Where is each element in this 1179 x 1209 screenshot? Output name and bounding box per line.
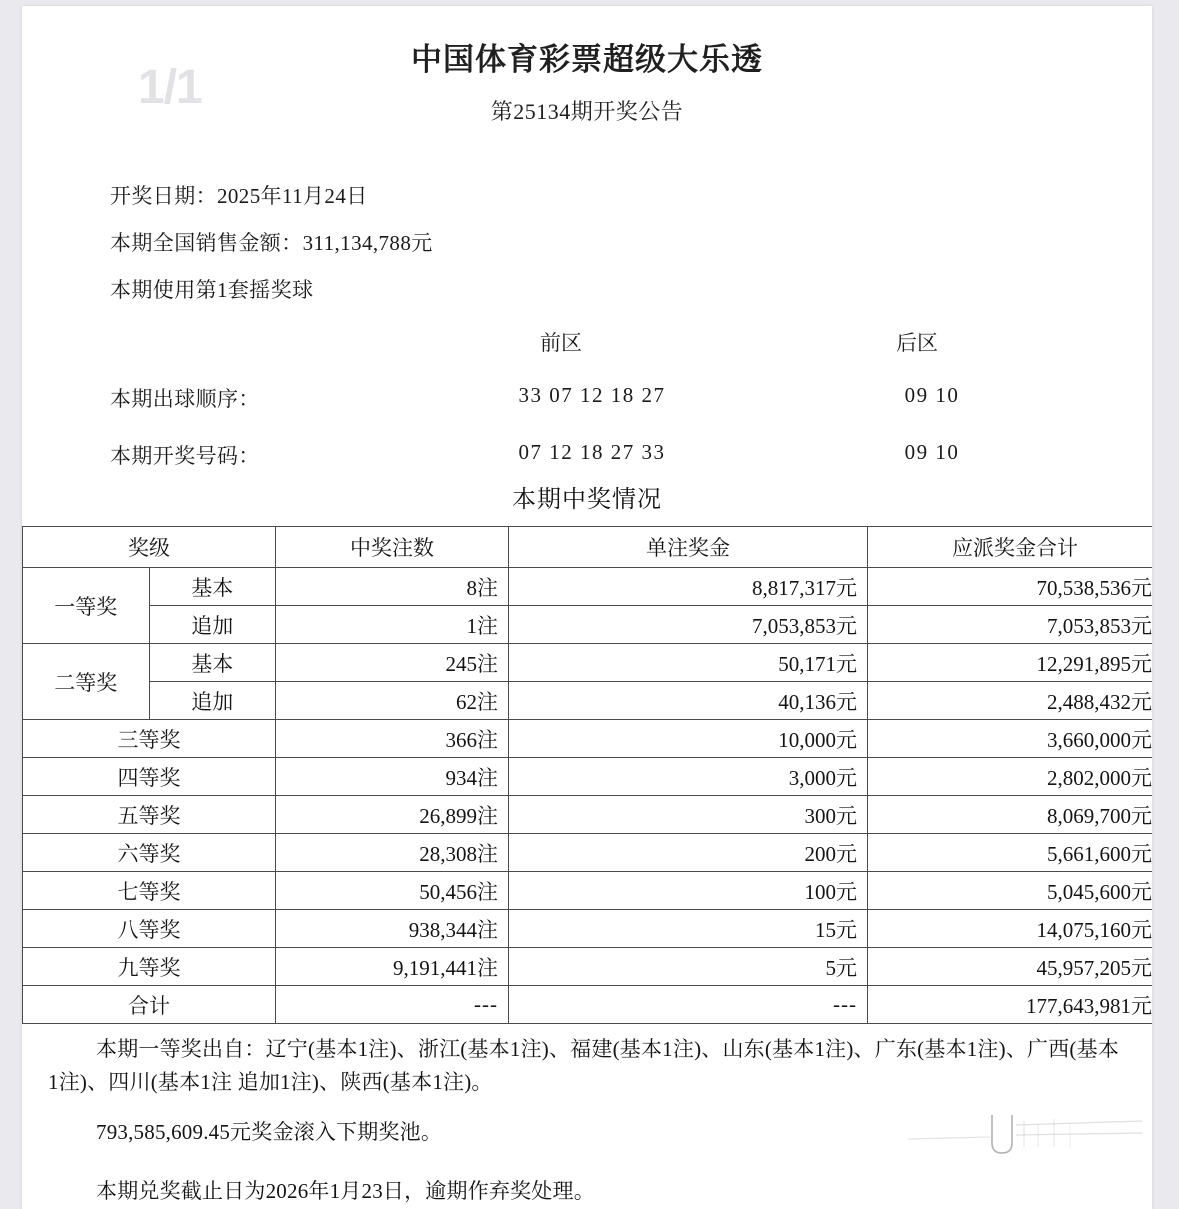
cell-winning-count: --- <box>276 986 509 1024</box>
cell-prize-level: 九等奖 <box>23 948 276 986</box>
header-prize-total: 应派奖金合计 <box>868 527 1153 568</box>
table-row <box>23 834 1153 872</box>
cell-prize-total: 3,660,000元 <box>868 720 1153 758</box>
cell-winning-count: 28,308注 <box>276 834 509 872</box>
ball-set-line: 本期使用第1套摇奖球 <box>110 278 314 302</box>
ball-order-row <box>22 383 1152 413</box>
page-title: 中国体育彩票超级大乐透 <box>411 42 763 77</box>
national-sales-line: 本期全国销售金额：311,134,788元 <box>110 231 433 255</box>
cell-prize-level: 四等奖 <box>23 758 276 796</box>
draw-info-block <box>22 186 1152 301</box>
cell-prize-total: 2,488,432元 <box>868 682 1153 720</box>
cell-prize-each: 3,000元 <box>509 758 868 796</box>
winning-back-numbers: 09 10 <box>904 440 960 464</box>
cell-prize-total: 14,075,160元 <box>868 910 1153 948</box>
cell-prize-each: 100元 <box>509 872 868 910</box>
table-row <box>23 568 1153 606</box>
cell-prize-subtype: 追加 <box>149 682 276 720</box>
table-row <box>23 910 1153 948</box>
cell-prize-level: 二等奖 <box>23 644 150 720</box>
winning-front-numbers: 07 12 18 27 33 <box>518 440 666 464</box>
header-prize-each: 单注奖金 <box>509 527 868 568</box>
cell-prize-total: 5,045,600元 <box>868 872 1153 910</box>
cell-prize-each: 300元 <box>509 796 868 834</box>
table-row <box>23 720 1153 758</box>
cell-prize-subtype: 基本 <box>149 644 276 682</box>
footer-notes <box>22 1033 1152 1207</box>
table-row <box>23 606 1153 644</box>
cell-winning-count: 50,456注 <box>276 872 509 910</box>
cell-prize-total: 5,661,600元 <box>868 834 1153 872</box>
cell-winning-count: 8注 <box>276 568 509 606</box>
cell-prize-each: 15元 <box>509 910 868 948</box>
draw-date-line: 开奖日期：2025年11月24日 <box>110 184 368 208</box>
front-zone-header: 前区 <box>540 331 582 355</box>
ball-order-back-numbers: 09 10 <box>904 383 960 407</box>
cell-winning-count: 1注 <box>276 606 509 644</box>
table-row <box>23 682 1153 720</box>
page-counter-watermark: 1/1 <box>138 61 202 114</box>
cell-winning-count: 62注 <box>276 682 509 720</box>
table-header-row <box>23 527 1153 568</box>
cell-prize-total: 2,802,000元 <box>868 758 1153 796</box>
cell-prize-level: 一等奖 <box>23 568 150 644</box>
cell-winning-count: 366注 <box>276 720 509 758</box>
cell-prize-level: 六等奖 <box>23 834 276 872</box>
cell-prize-total: 12,291,895元 <box>868 644 1153 682</box>
ball-order-label: 本期出球顺序： <box>110 387 260 411</box>
winning-numbers-block <box>22 327 1152 473</box>
prize-table-body <box>23 568 1153 1024</box>
table-row <box>23 872 1153 910</box>
cell-prize-each: 8,817,317元 <box>509 568 868 606</box>
page-subtitle: 第25134期开奖公告 <box>490 99 684 124</box>
cell-prize-each: 40,136元 <box>509 682 868 720</box>
cell-prize-subtype: 追加 <box>149 606 276 644</box>
winning-numbers-label: 本期开奖号码： <box>110 444 260 468</box>
cell-prize-total: 45,957,205元 <box>868 948 1153 986</box>
cell-prize-each: --- <box>509 986 868 1024</box>
cell-prize-each: 50,171元 <box>509 644 868 682</box>
back-zone-header: 后区 <box>896 331 938 355</box>
cell-prize-level: 三等奖 <box>23 720 276 758</box>
header-winning-count: 中奖注数 <box>276 527 509 568</box>
rollover-note: 793,585,609.45元奖金滚入下期奖池。 <box>96 1120 443 1145</box>
cell-prize-each: 7,053,853元 <box>509 606 868 644</box>
cell-prize-each: 10,000元 <box>509 720 868 758</box>
header-prize-level: 奖级 <box>23 527 276 568</box>
cell-winning-count: 9,191,441注 <box>276 948 509 986</box>
cell-prize-total: 70,538,536元 <box>868 568 1153 606</box>
prize-table-caption: 本期中奖情况 <box>512 487 662 513</box>
cell-prize-subtype: 基本 <box>149 568 276 606</box>
cell-winning-count: 245注 <box>276 644 509 682</box>
prize-table <box>22 526 1152 1024</box>
first-prize-origin-note: 本期一等奖出自：辽宁(基本1注)、浙江(基本1注)、福建(基本1注)、山东(基本1注)、广东(基本1注)、广西(基本1注)、四川(基本1注 追加1注)、陕西(基本1注)。 <box>48 1037 1120 1094</box>
cell-winning-count: 26,899注 <box>276 796 509 834</box>
cell-prize-each: 5元 <box>509 948 868 986</box>
cell-prize-level: 合计 <box>23 986 276 1024</box>
cell-winning-count: 934注 <box>276 758 509 796</box>
winning-numbers-row <box>22 440 1152 470</box>
cell-prize-total: 177,643,981元 <box>868 986 1153 1024</box>
table-row <box>23 644 1153 682</box>
cell-prize-total: 7,053,853元 <box>868 606 1153 644</box>
table-row <box>23 758 1153 796</box>
table-row <box>23 796 1153 834</box>
table-row <box>23 948 1153 986</box>
cell-prize-level: 七等奖 <box>23 872 276 910</box>
document-page <box>22 6 1152 1209</box>
claim-deadline-note: 本期兑奖截止日为2026年1月23日，逾期作弃奖处理。 <box>96 1178 595 1203</box>
cell-prize-level: 八等奖 <box>23 910 276 948</box>
ball-order-front-numbers: 33 07 12 18 27 <box>518 383 666 407</box>
cell-winning-count: 938,344注 <box>276 910 509 948</box>
cell-prize-level: 五等奖 <box>23 796 276 834</box>
cell-prize-each: 200元 <box>509 834 868 872</box>
table-row <box>23 986 1153 1024</box>
cell-prize-total: 8,069,700元 <box>868 796 1153 834</box>
